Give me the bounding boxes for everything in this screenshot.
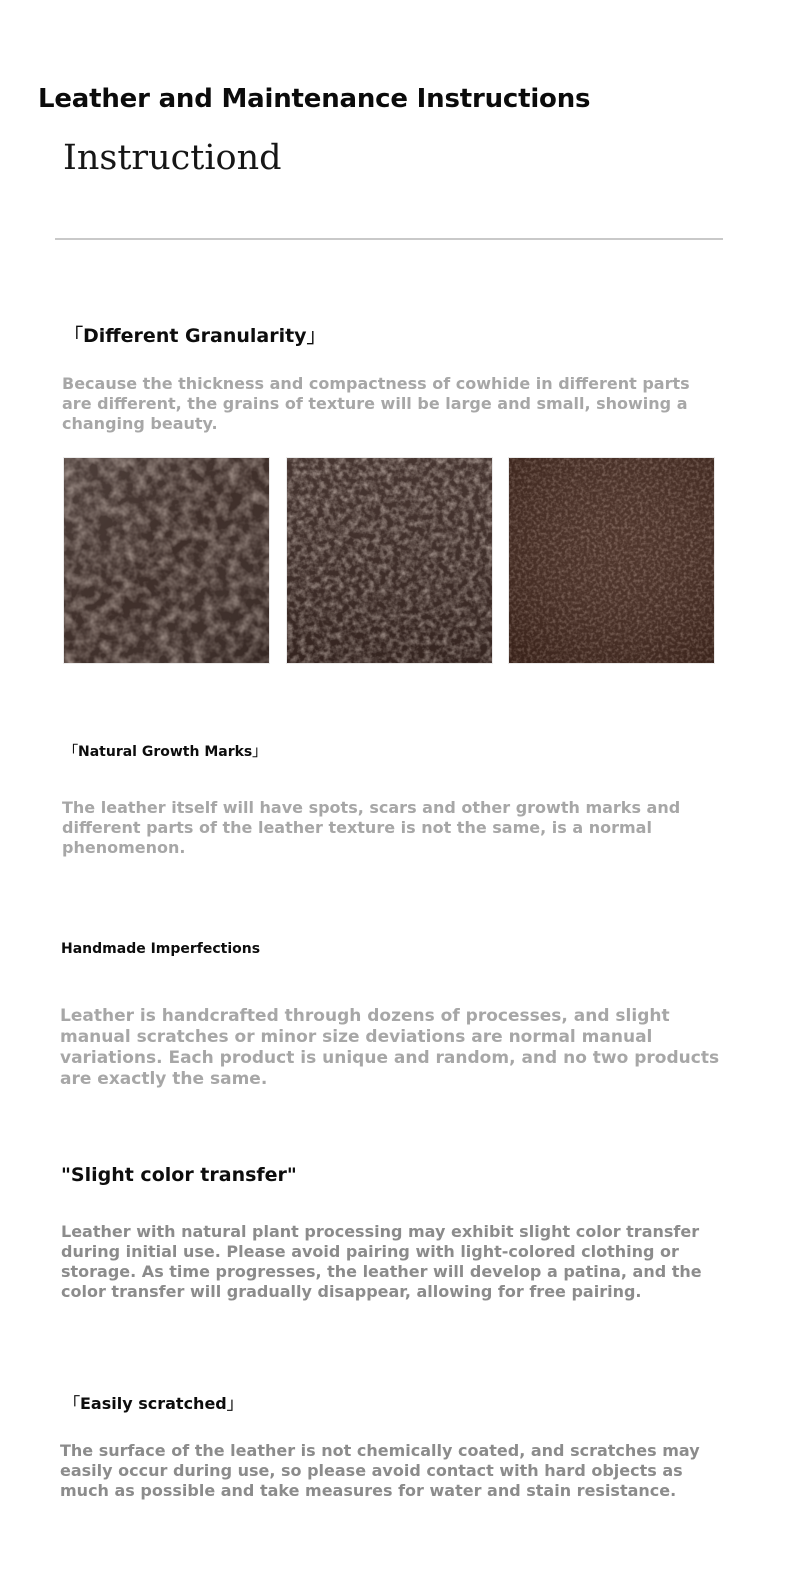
section-heading-growth-marks: 「Natural Growth Marks」 bbox=[64, 744, 267, 760]
section-text-scratched: The surface of the leather is not chemically coated, and scratches may easily occur during use, so please avoid contact with hard objects as much as possible and take measures for water and stain resistance. bbox=[60, 1441, 700, 1500]
section-text-handmade: Leather is handcrafted through dozens of processes, and slight manual scratches or minor size deviations are normal manual variations. Each product is unique and random, and no two products are exactly the same. bbox=[60, 1006, 720, 1089]
leather-swatch-fine-grain bbox=[509, 458, 714, 663]
divider bbox=[55, 238, 723, 240]
section-text-growth-marks: The leather itself will have spots, scars and other growth marks and different parts of the leather texture is not the same, is a normal phenomenon. bbox=[62, 798, 681, 857]
section-heading-color-transfer: "Slight color transfer" bbox=[61, 1164, 297, 1186]
leather-swatch-medium-grain bbox=[287, 458, 492, 663]
section-heading-scratched: 「Easily scratched」 bbox=[64, 1394, 243, 1413]
page-subtitle: Instructiond bbox=[63, 138, 282, 178]
section-text-granularity: Because the thickness and compactness of cowhide in different parts are different, the grains of texture will be large and small, showing a changing beauty. bbox=[62, 374, 690, 433]
section-heading-granularity: 「Different Granularity」 bbox=[64, 325, 326, 347]
page-title: Leather and Maintenance Instructions bbox=[38, 84, 591, 114]
section-heading-handmade: Handmade Imperfections bbox=[61, 941, 261, 957]
leather-swatch-large-grain bbox=[64, 458, 269, 663]
section-text-color-transfer: Leather with natural plant processing may exhibit slight color transfer during initial use. Please avoid pairing with light-colored clothing or storage. As time progresses, the leather will develop a patina, and the color transfer will gradually disappear, allowing for free pairing. bbox=[61, 1222, 702, 1301]
